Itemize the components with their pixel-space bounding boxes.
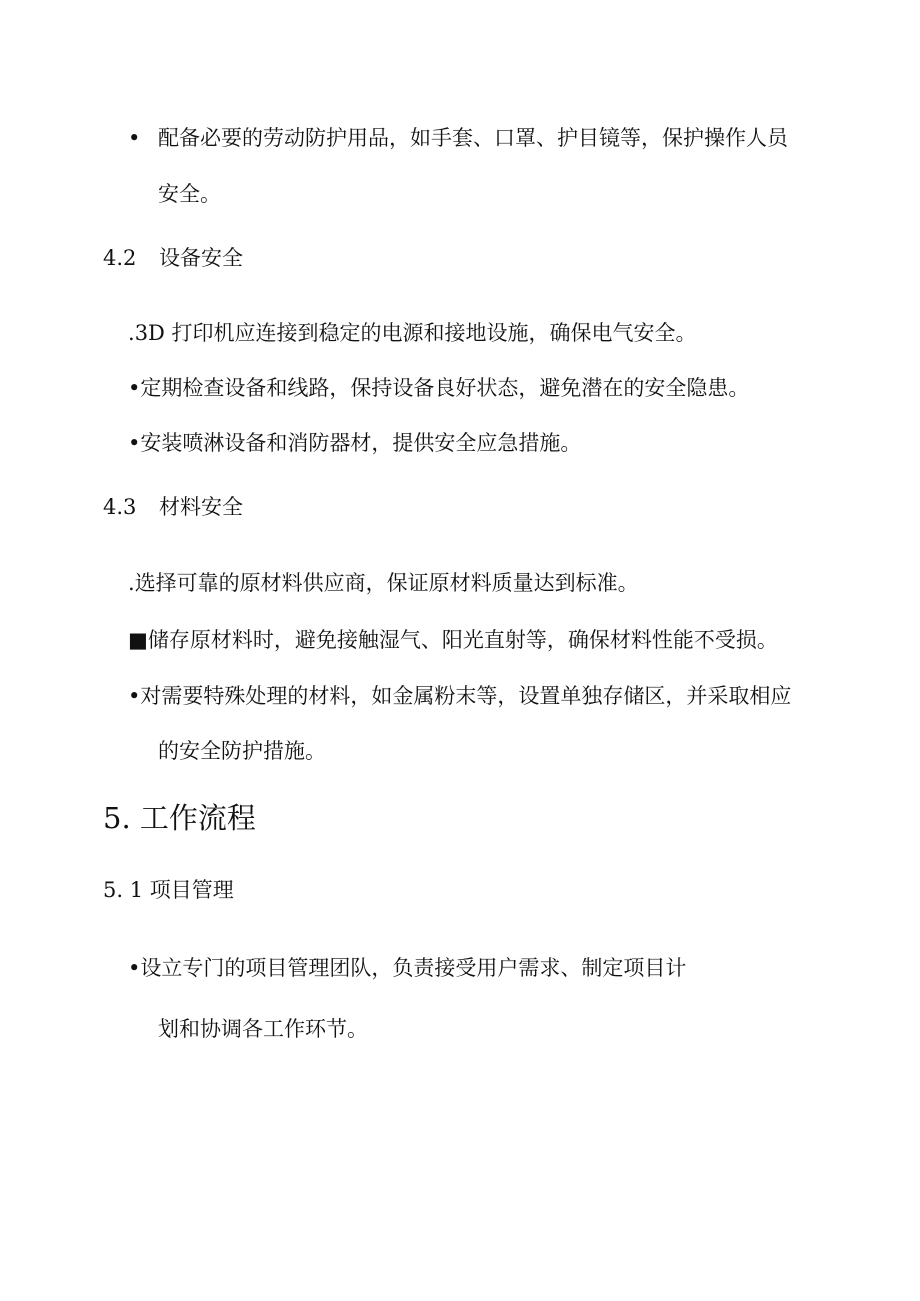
bullet-ppe-line2: 安全。 — [158, 182, 221, 206]
section-heading-4-3 — [103, 497, 243, 518]
list-item-4-2-2 — [128, 378, 749, 399]
section-number: 4.3 — [103, 495, 137, 519]
list-marker: ■ — [128, 628, 148, 652]
list-marker: • — [128, 431, 141, 455]
list-text: 定期检查设备和线路，保持设备良好状态，避免潜在的安全隐患。 — [140, 376, 750, 400]
list-marker: . — [128, 571, 135, 595]
list-item-4-3-3-continuation: 的安全防护措施。 — [158, 739, 326, 763]
list-marker: • — [128, 956, 141, 980]
section-heading-5-1: 5. 1 项目管理 — [103, 878, 234, 902]
section-title: 设备安全 — [159, 246, 243, 270]
list-marker: • — [128, 684, 141, 708]
list-marker: . — [128, 321, 135, 345]
list-text: 安装喷淋设备和消防器材，提供安全应急措施。 — [140, 431, 582, 455]
list-item-4-2-3 — [128, 433, 581, 454]
section-title: 材料安全 — [159, 495, 243, 519]
list-item-4-3-2 — [128, 630, 778, 651]
list-text: 对需要特殊处理的材料，如金属粉末等，设置单独存储区，并采取相应 — [140, 684, 792, 708]
list-item-5-1-1 — [128, 958, 686, 979]
list-text: 储存原材料时，避免接触湿气、阳光直射等，确保材料性能不受损。 — [147, 628, 778, 652]
list-marker: • — [128, 376, 141, 400]
bullet-ppe-line1: 配备必要的劳动防护用品，如手套、口罩、护目镜等，保护操作人员 — [158, 126, 788, 150]
section-number: 4.2 — [103, 246, 137, 270]
bullet-marker: • — [128, 126, 141, 150]
list-item-4-2-1 — [128, 323, 697, 344]
list-item-5-1-1-continuation: 划和协调各工作环节。 — [158, 1017, 368, 1041]
list-text: 选择可靠的原材料供应商，保证原材料质量达到标准。 — [134, 571, 639, 595]
list-text: 3D 打印机应连接到稳定的电源和接地设施，确保电气安全。 — [134, 321, 697, 345]
section-heading-4-2 — [103, 248, 243, 269]
list-text: 设立专门的项目管理团队，负责接受用户需求、制定项目计 — [140, 956, 687, 980]
list-item-4-3-3 — [128, 686, 791, 707]
list-item-4-3-1 — [128, 573, 639, 594]
chapter-heading-5: 5. 工作流程 — [103, 801, 256, 835]
